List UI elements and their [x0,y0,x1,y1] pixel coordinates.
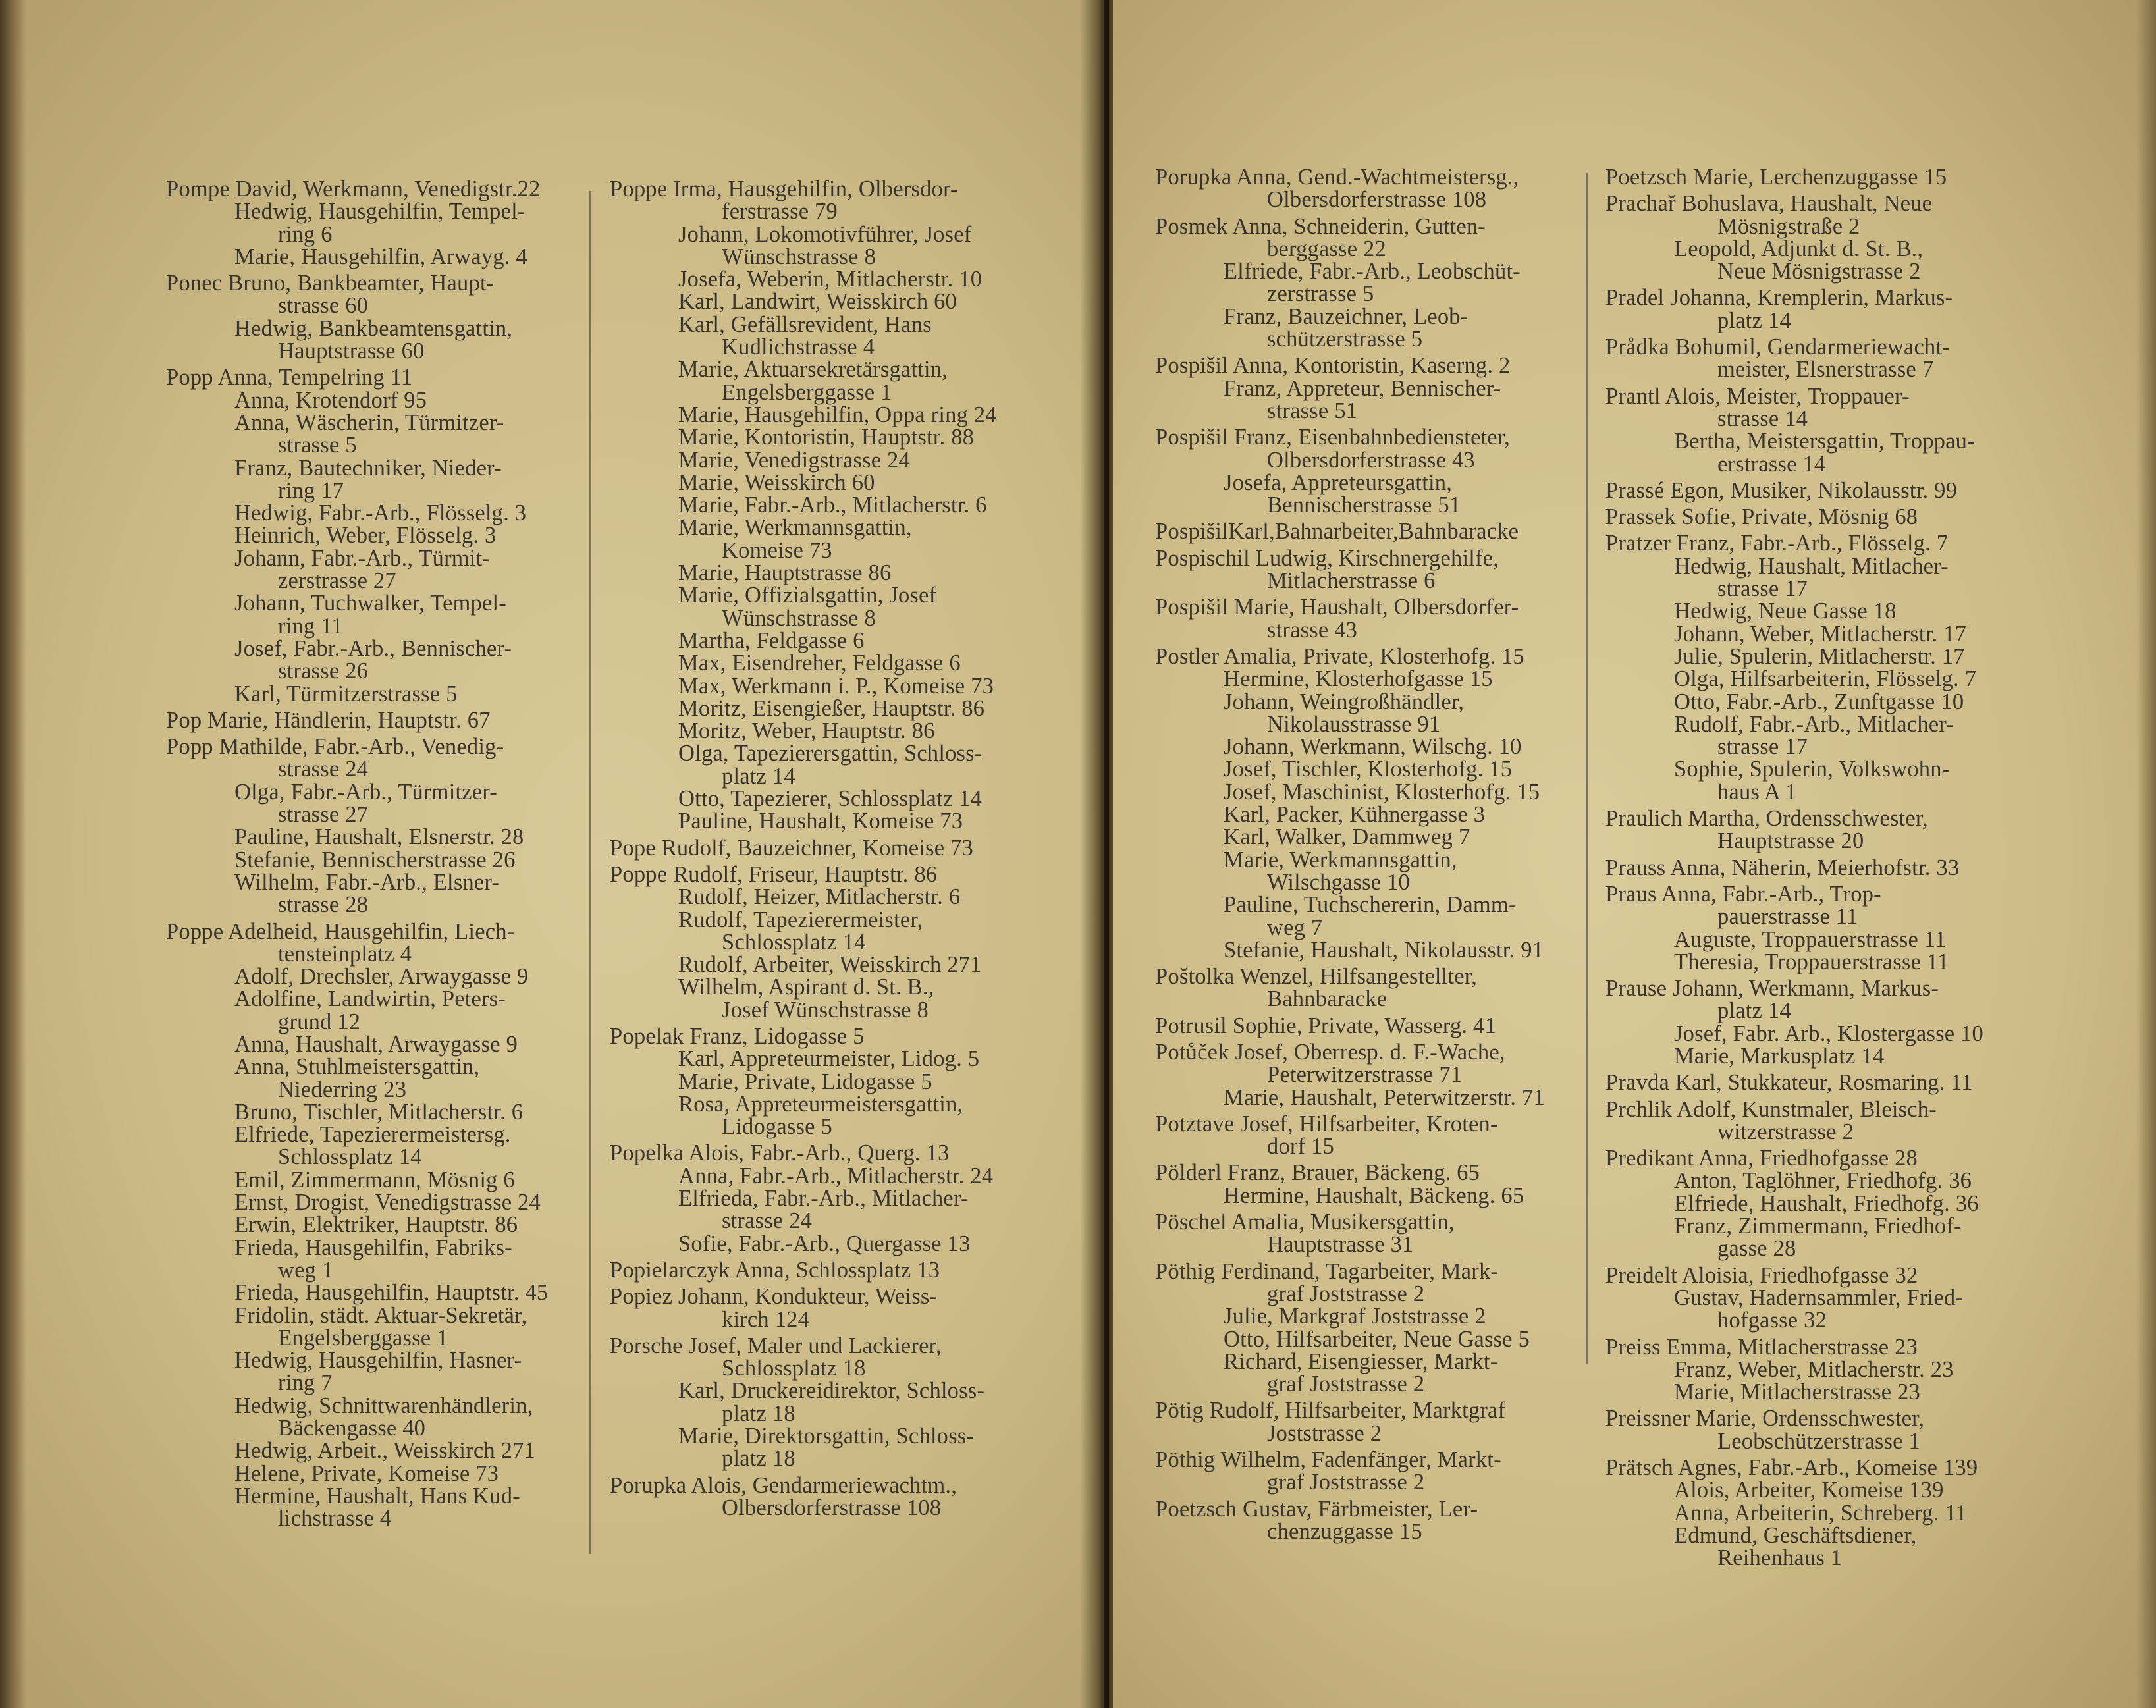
entry-person-line: Hedwig, Hausgehilfin, Hasner- [234,1348,522,1374]
entry-person-line: Olga, Fabr.-Arb., Türmitzer- [234,779,497,805]
directory-entry [1605,192,1983,282]
directory-entry [610,1142,997,1254]
entry-person-line: Marie, Haushalt, Peterwitzerstr. 71 [1224,1084,1545,1110]
right-page [1110,0,2156,1708]
directory-entry [166,366,548,705]
entry-person-line: Frieda, Hausgehilfin, Fabriks- [234,1235,512,1260]
entry-person-line: Adolfine, Landwirtin, Peters- [234,986,506,1012]
entry-person-line: Josef, Maschinist, Klosterhofg. 15 [1224,779,1540,805]
book-edge-right [2136,0,2156,1708]
entry-person-line: Marie, Kontoristin, Hauptstr. 88 [678,425,975,450]
entry-person-line: Rudolf, Fabr.-Arb., Mitlacher- [1674,711,1954,737]
entry-continuation-line: strasse 26 [278,658,369,684]
entry-surname-line: Preissner Marie, Ordensschwester, [1605,1406,1925,1431]
left-page-column-2 [610,178,997,1519]
entry-continuation-line: strasse 14 [1717,406,1808,431]
entry-continuation-line: Hauptstrasse 31 [1267,1232,1414,1258]
entry-person-line: Hedwig, Bankbeamtensgattin, [234,315,513,341]
entry-person-line: Hedwig, Neue Gasse 18 [1674,599,1897,624]
entry-continuation-line: platz 18 [722,1401,795,1426]
entry-person-line: Hedwig, Arbeit., Weisskirch 271 [234,1438,535,1464]
entry-person-line: Wilhelm, Fabr.-Arb., Elsner- [234,869,500,895]
book-edge-left [0,0,26,1708]
entry-person-line: Anna, Wäscherin, Türmitzer- [234,410,504,435]
book-spine [1104,0,1109,1708]
entry-surname-line: Porsche Josef, Maler und Lackierer, [610,1333,942,1358]
directory-entry [610,837,997,859]
entry-person-line: Johann, Weingroßhändler, [1224,689,1465,714]
entry-surname-line: PospišilKarl,Bahnarbeiter,Bahnbaracke [1155,519,1519,545]
entry-continuation-line: gasse 28 [1717,1236,1796,1262]
entry-person-line: Josef, Fabr. Arb., Klostergasse 10 [1674,1021,1983,1046]
entry-continuation-line: Komeise 73 [722,537,832,563]
entry-continuation-line: Olbersdorferstrasse 108 [722,1495,942,1520]
entry-person-line: Gustav, Hadernsammler, Fried- [1674,1285,1964,1310]
entry-person-line: Sophie, Spulerin, Volkswohn- [1674,757,1950,782]
entry-person-line: Rudolf, Tapezierermeister, [678,907,923,932]
entry-person-line: Marie, Hausgehilfin, Oppa ring 24 [678,402,997,427]
directory-entry [1605,857,1983,879]
entry-person-line: Rosa, Appreteurmeistersgattin, [678,1091,963,1117]
entry-continuation-line: strasse 17 [1717,734,1808,760]
entry-surname-line: Pratzer Franz, Fabr.-Arb., Flösselg. 7 [1605,531,1949,556]
directory-entry [1155,965,1545,1011]
entry-continuation-line: Mitlacherstrasse 6 [1267,568,1436,594]
entry-person-line: Franz, Weber, Mitlacherstr. 23 [1674,1356,1954,1382]
entry-surname-line: Pöthig Wilhelm, Fadenfänger, Markt- [1155,1447,1501,1473]
entry-surname-line: Potůček Josef, Oberresp. d. F.-Wache, [1155,1039,1505,1065]
entry-surname-line: Prantl Alois, Meister, Troppauer- [1605,383,1910,409]
entry-continuation-line: Schlossplatz 14 [722,929,866,955]
directory-entry [1155,1015,1545,1037]
entry-continuation-line: Schlossplatz 14 [278,1144,422,1170]
entry-surname-line: Pöschel Amalia, Musikersgattin, [1155,1210,1455,1235]
directory-entry [1605,1071,1983,1094]
entry-surname-line: Poetzsch Marie, Lerchenzuggasse 15 [1605,165,1947,190]
directory-entry [1155,215,1545,351]
entry-continuation-line: platz 14 [722,763,795,789]
directory-entry [1605,1264,1983,1332]
entry-person-line: Anna, Arbeiterin, Schreberg. 11 [1674,1500,1967,1526]
entry-person-line: Moritz, Eisengießer, Hauptstr. 86 [678,695,985,721]
entry-continuation-line: Peterwitzerstrasse 71 [1267,1062,1463,1088]
entry-person-line: Josefa, Appreteursgattin, [1224,469,1453,495]
entry-continuation-line: Niederring 23 [278,1077,407,1102]
entry-surname-line: Pölderl Franz, Brauer, Bäckeng. 65 [1155,1160,1480,1186]
entry-person-line: Theresia, Troppauerstrasse 11 [1674,949,1949,974]
entry-continuation-line: Schlossplatz 18 [722,1356,866,1381]
entry-person-line: Anna, Haushalt, Arwaygasse 9 [234,1031,518,1057]
entry-person-line: Otto, Tapezierer, Schlossplatz 14 [678,786,983,812]
entry-person-line: Ernst, Drogist, Venedigstrasse 24 [234,1190,541,1215]
entry-continuation-line: ring 11 [278,613,343,639]
entry-continuation-line: lichstrasse 4 [278,1506,392,1532]
entry-continuation-line: weg 7 [1267,915,1323,940]
entry-person-line: Marie, Venedigstrasse 24 [678,447,910,473]
entry-person-line: Elfriede, Tapezierermeistersg. [234,1122,511,1148]
directory-entry [1155,520,1545,543]
right-page-column-1 [1155,166,1545,1543]
entry-surname-line: Posmek Anna, Schneiderin, Gutten- [1155,213,1486,239]
directory-entry [1155,1449,1545,1494]
directory-entry [1155,1211,1545,1256]
entry-continuation-line: platz 18 [722,1446,795,1472]
entry-continuation-line: Lidogasse 5 [722,1114,832,1140]
entry-person-line: Edmund, Geschäftsdiener, [1674,1522,1917,1548]
entry-surname-line: Prachař Bohuslava, Haushalt, Neue [1605,191,1933,217]
directory-entry [610,1335,997,1470]
entry-person-line: Karl, Türmitzerstrasse 5 [234,681,458,707]
entry-surname-line: Poetzsch Gustav, Färbmeister, Ler- [1155,1496,1478,1522]
entry-person-line: Franz, Bautechniker, Nieder- [234,455,502,481]
entry-surname-line: Predikant Anna, Friedhofgasse 28 [1605,1146,1918,1171]
entry-person-line: Pauline, Haushalt, Elsnerstr. 28 [234,824,524,850]
entry-surname-line: Postler Amalia, Private, Klosterhofg. 15 [1155,643,1524,669]
entry-person-line: Wilhelm, Aspirant d. St. B., [678,974,934,1000]
entry-person-line: Pauline, Tuchschererin, Damm- [1224,892,1517,918]
entry-person-line: Marie, Hauptstrasse 86 [678,560,892,586]
directory-entry [1605,286,1983,332]
directory-entry [1155,1161,1545,1207]
entry-continuation-line: Leobschützerstrasse 1 [1717,1428,1920,1454]
entry-continuation-line: platz 14 [1717,307,1791,333]
right-page-column-2 [1605,166,1983,1570]
entry-surname-line: Prassé Egon, Musiker, Nikolausstr. 99 [1605,477,1958,503]
entry-surname-line: Pospišil Marie, Haushalt, Olbersdorfer- [1155,595,1519,620]
entry-person-line: Karl, Appreteurmeister, Lidog. 5 [678,1046,980,1072]
entry-continuation-line: platz 14 [1717,998,1791,1024]
entry-person-line: Marie, Direktorsgattin, Schloss- [678,1424,975,1449]
entry-continuation-line: Wünschstrasse 8 [722,605,876,631]
entry-person-line: Fridolin, städt. Aktuar-Sekretär, [234,1302,527,1328]
entry-person-line: Moritz, Weber, Hauptstr. 86 [678,718,935,744]
entry-person-line: Johann, Werkmann, Wilschg. 10 [1224,734,1522,760]
entry-surname-line: Praus Anna, Fabr.-Arb., Trop- [1605,881,1881,907]
entry-surname-line: Popp Mathilde, Fabr.-Arb., Venedig- [166,734,504,760]
entry-person-line: Josef, Tischler, Klosterhofg. 15 [1224,757,1513,782]
entry-surname-line: Poštolka Wenzel, Hilfsangestellter, [1155,964,1477,990]
entry-continuation-line: graf Joststrasse 2 [1267,1281,1425,1306]
entry-continuation-line: haus A 1 [1717,779,1797,805]
entry-person-line: Hermine, Haushalt, Hans Kud- [234,1483,520,1508]
entry-continuation-line: witzerstrasse 2 [1717,1119,1854,1144]
directory-entry [1155,1498,1545,1543]
entry-surname-line: Pop Marie, Händlerin, Hauptstr. 67 [166,707,491,733]
entry-continuation-line: zerstrasse 5 [1267,281,1374,307]
directory-entry [1155,354,1545,422]
entry-surname-line: Popp Anna, Tempelring 11 [166,365,413,390]
entry-person-line: Bruno, Tischler, Mitlacherstr. 6 [234,1099,524,1125]
entry-person-line: Emil, Zimmermann, Mösnig 6 [234,1167,515,1192]
entry-person-line: Josefa, Weberin, Mitlacherstr. 10 [678,267,983,292]
directory-entry [166,921,548,1530]
entry-surname-line: Popielarczyk Anna, Schlossplatz 13 [610,1257,940,1283]
directory-entry [1155,645,1545,961]
entry-continuation-line: ring 6 [278,221,333,247]
entry-continuation-line: Engelsberggasse 1 [278,1325,448,1350]
entry-surname-line: Prätsch Agnes, Fabr.-Arb., Komeise 139 [1605,1455,1978,1481]
entry-person-line: Pauline, Haushalt, Komeise 73 [678,809,963,834]
entry-person-line: Marie, Weisskirch 60 [678,469,875,495]
entry-surname-line: Potztave Josef, Hilfsarbeiter, Kroten- [1155,1111,1498,1136]
directory-entry [1605,807,1983,853]
entry-continuation-line: tensteinplatz 4 [278,941,412,967]
directory-entry [1155,1260,1545,1396]
entry-continuation-line: Bahnbaracke [1267,986,1388,1012]
entry-surname-line: Preiss Emma, Mitlacherstrasse 23 [1605,1334,1918,1360]
directory-entry [1605,1456,1983,1569]
entry-person-line: Johann, Lokomotivführer, Josef [678,221,972,247]
entry-surname-line: Ponec Bruno, Bankbeamter, Haupt- [166,271,495,296]
directory-entry [1155,547,1545,593]
directory-entry [166,735,548,916]
entry-surname-line: Poppe Adelheid, Hausgehilfin, Liech- [166,919,515,944]
entry-person-line: Karl, Gefällsrevident, Hans [678,311,932,337]
entry-person-line: Hermine, Haushalt, Bäckeng. 65 [1224,1183,1524,1208]
entry-person-line: Stefanie, Haushalt, Nikolausstr. 91 [1224,937,1544,963]
directory-entry [1155,166,1545,211]
entry-person-line: Johann, Weber, Mitlacherstr. 17 [1674,621,1967,647]
entry-person-line: Franz, Appreteur, Bennischer- [1224,375,1501,401]
directory-entry [1605,532,1983,803]
entry-person-line: Heinrich, Weber, Flösselg. 3 [234,523,497,548]
directory-entry [1605,506,1983,528]
directory-entry [1605,883,1983,973]
entry-person-line: Frieda, Hausgehilfin, Hauptstr. 45 [234,1280,549,1306]
directory-entry [1155,1399,1545,1445]
entry-person-line: Adolf, Drechsler, Arwaygasse 9 [234,964,529,990]
directory-entry [1605,1336,1983,1404]
entry-surname-line: Pötig Rudolf, Hilfsarbeiter, Marktgraf [1155,1398,1506,1424]
entry-surname-line: Pospischil Ludwig, Kirschnergehilfe, [1155,545,1499,571]
entry-person-line: Max, Eisendreher, Feldgasse 6 [678,651,961,676]
entry-person-line: Marie, Private, Lidogasse 5 [678,1069,932,1094]
entry-continuation-line: Hauptstrasse 60 [278,338,425,364]
directory-entry [1605,336,1983,381]
entry-continuation-line: strasse 43 [1267,617,1358,643]
entry-person-line: Marie, Hausgehilfin, Arwayg. 4 [234,244,527,269]
entry-surname-line: Poppe Rudolf, Friseur, Hauptstr. 86 [610,861,938,887]
entry-person-line: Helene, Private, Komeise 73 [234,1460,499,1486]
entry-person-line: Johann, Tuchwalker, Tempel- [234,591,506,616]
directory-entry [1605,977,1983,1067]
entry-continuation-line: Olbersdorferstrasse 43 [1267,447,1475,473]
entry-surname-line: Poppe Irma, Hausgehilfin, Olbersdor- [610,176,958,201]
entry-person-line: Marie, Offizialsgattin, Josef [678,583,937,608]
entry-surname-line: Pöthig Ferdinand, Tagarbeiter, Mark- [1155,1258,1499,1284]
entry-surname-line: Prause Johann, Werkmann, Markus- [1605,976,1939,1001]
entry-continuation-line: ferstrasse 79 [722,199,838,225]
entry-surname-line: Prassek Sofie, Private, Mösnig 68 [1605,504,1918,530]
entry-continuation-line: graf Joststrasse 2 [1267,1372,1425,1397]
entry-person-line: Rudolf, Heizer, Mitlacherstr. 6 [678,884,961,910]
entry-person-line: Otto, Fabr.-Arb., Zunftgasse 10 [1674,689,1964,714]
entry-surname-line: Pospišil Anna, Kontoristin, Kaserng. 2 [1155,353,1511,379]
entry-person-line: Marie, Werkmannsgattin, [678,515,912,541]
entry-surname-line: Popelak Franz, Lidogasse 5 [610,1023,865,1049]
entry-continuation-line: strasse 17 [1717,576,1808,602]
entry-person-line: Rudolf, Arbeiter, Weisskirch 271 [678,952,982,978]
entry-surname-line: Porupka Anna, Gend.-Wachtmeistersg., [1155,165,1519,190]
entry-continuation-line: hofgasse 32 [1717,1308,1827,1333]
entry-person-line: Hedwig, Hausgehilfin, Tempel- [234,199,526,225]
entry-continuation-line: meister, Elsnerstrasse 7 [1717,357,1934,383]
directory-entry [610,1474,997,1520]
entry-person-line: Anna, Fabr.-Arb., Mitlacherstr. 24 [678,1163,994,1188]
entry-continuation-line: chenzuggasse 15 [1267,1518,1422,1544]
entry-continuation-line: strasse 60 [278,293,369,319]
entry-continuation-line: kirch 124 [722,1306,810,1332]
directory-entry [1605,1407,1983,1453]
entry-continuation-line: strasse 27 [278,802,369,828]
entry-person-line: Franz, Zimmermann, Friedhof- [1674,1214,1962,1239]
entry-surname-line: Porupka Alois, Gendarmeriewachtm., [610,1472,957,1498]
entry-continuation-line: zerstrasse 27 [278,568,396,594]
directory-entry [610,178,997,833]
entry-continuation-line: Olbersdorferstrasse 108 [1267,187,1487,213]
entry-person-line: Marie, Fabr.-Arb., Mitlacherstr. 6 [678,493,987,518]
entry-continuation-line: strasse 28 [278,892,369,918]
entry-person-line: Marie, Werkmannsgattin, [1224,847,1457,872]
entry-person-line: Anna, Krotendorf 95 [234,387,427,413]
entry-person-line: Josef, Fabr.-Arb., Bennischer- [234,635,512,661]
entry-person-line: Karl, Packer, Kühnergasse 3 [1224,802,1486,828]
entry-surname-line: Praulich Martha, Ordensschwester, [1605,806,1928,832]
entry-person-line: Marie, Aktuarsekretärsgattin, [678,357,948,383]
entry-person-line: Hedwig, Fabr.-Arb., Flösselg. 3 [234,500,527,526]
entry-continuation-line: Josef Wünschstrasse 8 [722,997,929,1023]
entry-continuation-line: ring 7 [278,1370,333,1396]
entry-continuation-line: Neue Mösnigstrasse 2 [1717,259,1921,284]
entry-person-line: Richard, Eisengiesser, Markt- [1224,1348,1498,1374]
directory-entry [610,1025,997,1138]
entry-continuation-line: Engelsberggasse 1 [722,379,892,405]
entry-continuation-line: strasse 24 [722,1208,813,1234]
entry-person-line: Julie, Spulerin, Mitlacherstr. 17 [1674,643,1965,669]
entry-continuation-line: weg 1 [278,1257,334,1283]
entry-continuation-line: Wünschstrasse 8 [722,244,876,269]
entry-surname-line: Pompe David, Werkmann, Venedigstr.22 [166,176,541,201]
entry-person-line: Max, Werkmann i. P., Komeise 73 [678,673,994,699]
entry-continuation-line: Mösnigstraße 2 [1717,213,1860,239]
entry-person-line: Anton, Taglöhner, Friedhofg. 36 [1674,1168,1972,1194]
directory-entry [1155,596,1545,641]
directory-entry [1605,166,1983,188]
entry-person-line: Leopold, Adjunkt d. St. B., [1674,236,1924,261]
entry-continuation-line: berggasse 22 [1267,236,1386,261]
entry-person-line: Otto, Hilfsarbeiter, Neue Gasse 5 [1224,1326,1530,1352]
directory-entry [1605,479,1983,502]
column-divider [589,191,591,1554]
entry-person-line: Elfriede, Fabr.-Arb., Leobschüt- [1224,259,1521,284]
entry-person-line: Hedwig, Schnittwarenhändlerin, [234,1393,533,1418]
directory-entry [1605,385,1983,475]
entry-continuation-line: Wilschgasse 10 [1267,869,1410,895]
entry-person-line: Franz, Bauzeichner, Leob- [1224,304,1469,329]
entry-person-line: Martha, Feldgasse 6 [678,627,865,653]
entry-continuation-line: dorf 15 [1267,1134,1335,1160]
entry-person-line: Anna, Stuhlmeistersgattin, [234,1054,480,1080]
entry-person-line: Auguste, Troppauerstrasse 11 [1674,926,1947,952]
entry-person-line: Alois, Arbeiter, Komeise 139 [1674,1478,1944,1503]
directory-entry [166,272,548,362]
entry-person-line: Hedwig, Haushalt, Mitlacher- [1674,553,1949,579]
left-page-column-1 [166,178,548,1530]
entry-surname-line: Prchlik Adolf, Kunstmaler, Bleisch- [1605,1096,1937,1122]
entry-surname-line: Pospišil Franz, Eisenbahnbediensteter, [1155,425,1510,450]
entry-continuation-line: pauerstrasse 11 [1717,904,1858,930]
directory-entry [1155,426,1545,516]
entry-surname-line: Popiez Johann, Kondukteur, Weiss- [610,1284,938,1310]
entry-continuation-line: Joststrasse 2 [1267,1420,1382,1446]
entry-person-line: Karl, Landwirt, Weisskirch 60 [678,289,957,315]
directory-entry [166,709,548,732]
entry-continuation-line: Reihenhaus 1 [1717,1545,1843,1571]
directory-entry [610,863,997,1021]
entry-continuation-line: Bennischerstrasse 51 [1267,493,1461,518]
entry-person-line: Erwin, Elektriker, Hauptstr. 86 [234,1212,518,1238]
entry-continuation-line: schützerstrasse 5 [1267,327,1423,352]
entry-surname-line: Prådka Bohumil, Gendarmeriewacht- [1605,334,1950,360]
entry-person-line: Bertha, Meistersgattin, Troppau- [1674,429,1975,454]
entry-person-line: Stefanie, Bennischerstrasse 26 [234,847,516,872]
entry-continuation-line: ring 17 [278,477,344,503]
column-divider [1586,173,1588,1364]
entry-continuation-line: Hauptstrasse 20 [1717,828,1864,854]
entry-surname-line: Prauss Anna, Näherin, Meierhofstr. 33 [1605,855,1960,880]
entry-person-line: Elfriede, Haushalt, Friedhofg. 36 [1674,1190,1979,1216]
entry-continuation-line: grund 12 [278,1009,361,1034]
entry-person-line: Sofie, Fabr.-Arb., Quergasse 13 [678,1231,971,1256]
entry-continuation-line: strasse 24 [278,757,369,782]
entry-person-line: Julie, Markgraf Joststrasse 2 [1224,1304,1486,1329]
entry-person-line: Olga, Hilfsarbeiterin, Flösselg. 7 [1674,666,1977,692]
directory-entry [1605,1098,1983,1144]
directory-entry [610,1285,997,1331]
entry-continuation-line: strasse 51 [1267,398,1358,423]
entry-continuation-line: strasse 5 [278,433,357,458]
entry-person-line: Hermine, Klosterhofgasse 15 [1224,666,1493,692]
entry-person-line: Marie, Markusplatz 14 [1674,1043,1885,1069]
entry-person-line: Karl, Druckereidirektor, Schloss- [678,1378,985,1404]
directory-entry [166,178,548,268]
entry-person-line: Elfrieda, Fabr.-Arb., Mitlacher- [678,1186,969,1212]
entry-surname-line: Pope Rudolf, Bauzeichner, Komeise 73 [610,835,973,861]
entry-continuation-line: graf Joststrasse 2 [1267,1470,1425,1495]
entry-continuation-line: Bäckengasse 40 [278,1416,426,1441]
entry-continuation-line: erstrasse 14 [1717,451,1826,477]
directory-entry [610,1259,997,1281]
directory-entry [1155,1041,1545,1109]
entry-person-line: Karl, Walker, Dammweg 7 [1224,824,1470,850]
entry-surname-line: Pradel Johanna, Kremplerin, Markus- [1605,285,1953,311]
entry-person-line: Johann, Fabr.-Arb., Türmit- [234,545,491,571]
entry-surname-line: Popelka Alois, Fabr.-Arb., Querg. 13 [610,1140,950,1166]
entry-person-line: Marie, Mitlacherstrasse 23 [1674,1379,1921,1405]
entry-surname-line: Pravda Karl, Stukkateur, Rosmaring. 11 [1605,1070,1973,1096]
entry-surname-line: Potrusil Sophie, Private, Wasserg. 41 [1155,1013,1496,1038]
entry-continuation-line: Nikolausstrasse 91 [1267,711,1441,737]
directory-entry [1605,1147,1983,1260]
directory-entry [1155,1113,1545,1158]
entry-surname-line: Preidelt Aloisia, Friedhofgasse 32 [1605,1262,1918,1288]
entry-continuation-line: Kudlichstrasse 4 [722,334,875,360]
entry-person-line: Olga, Tapezierersgattin, Schloss- [678,741,983,766]
